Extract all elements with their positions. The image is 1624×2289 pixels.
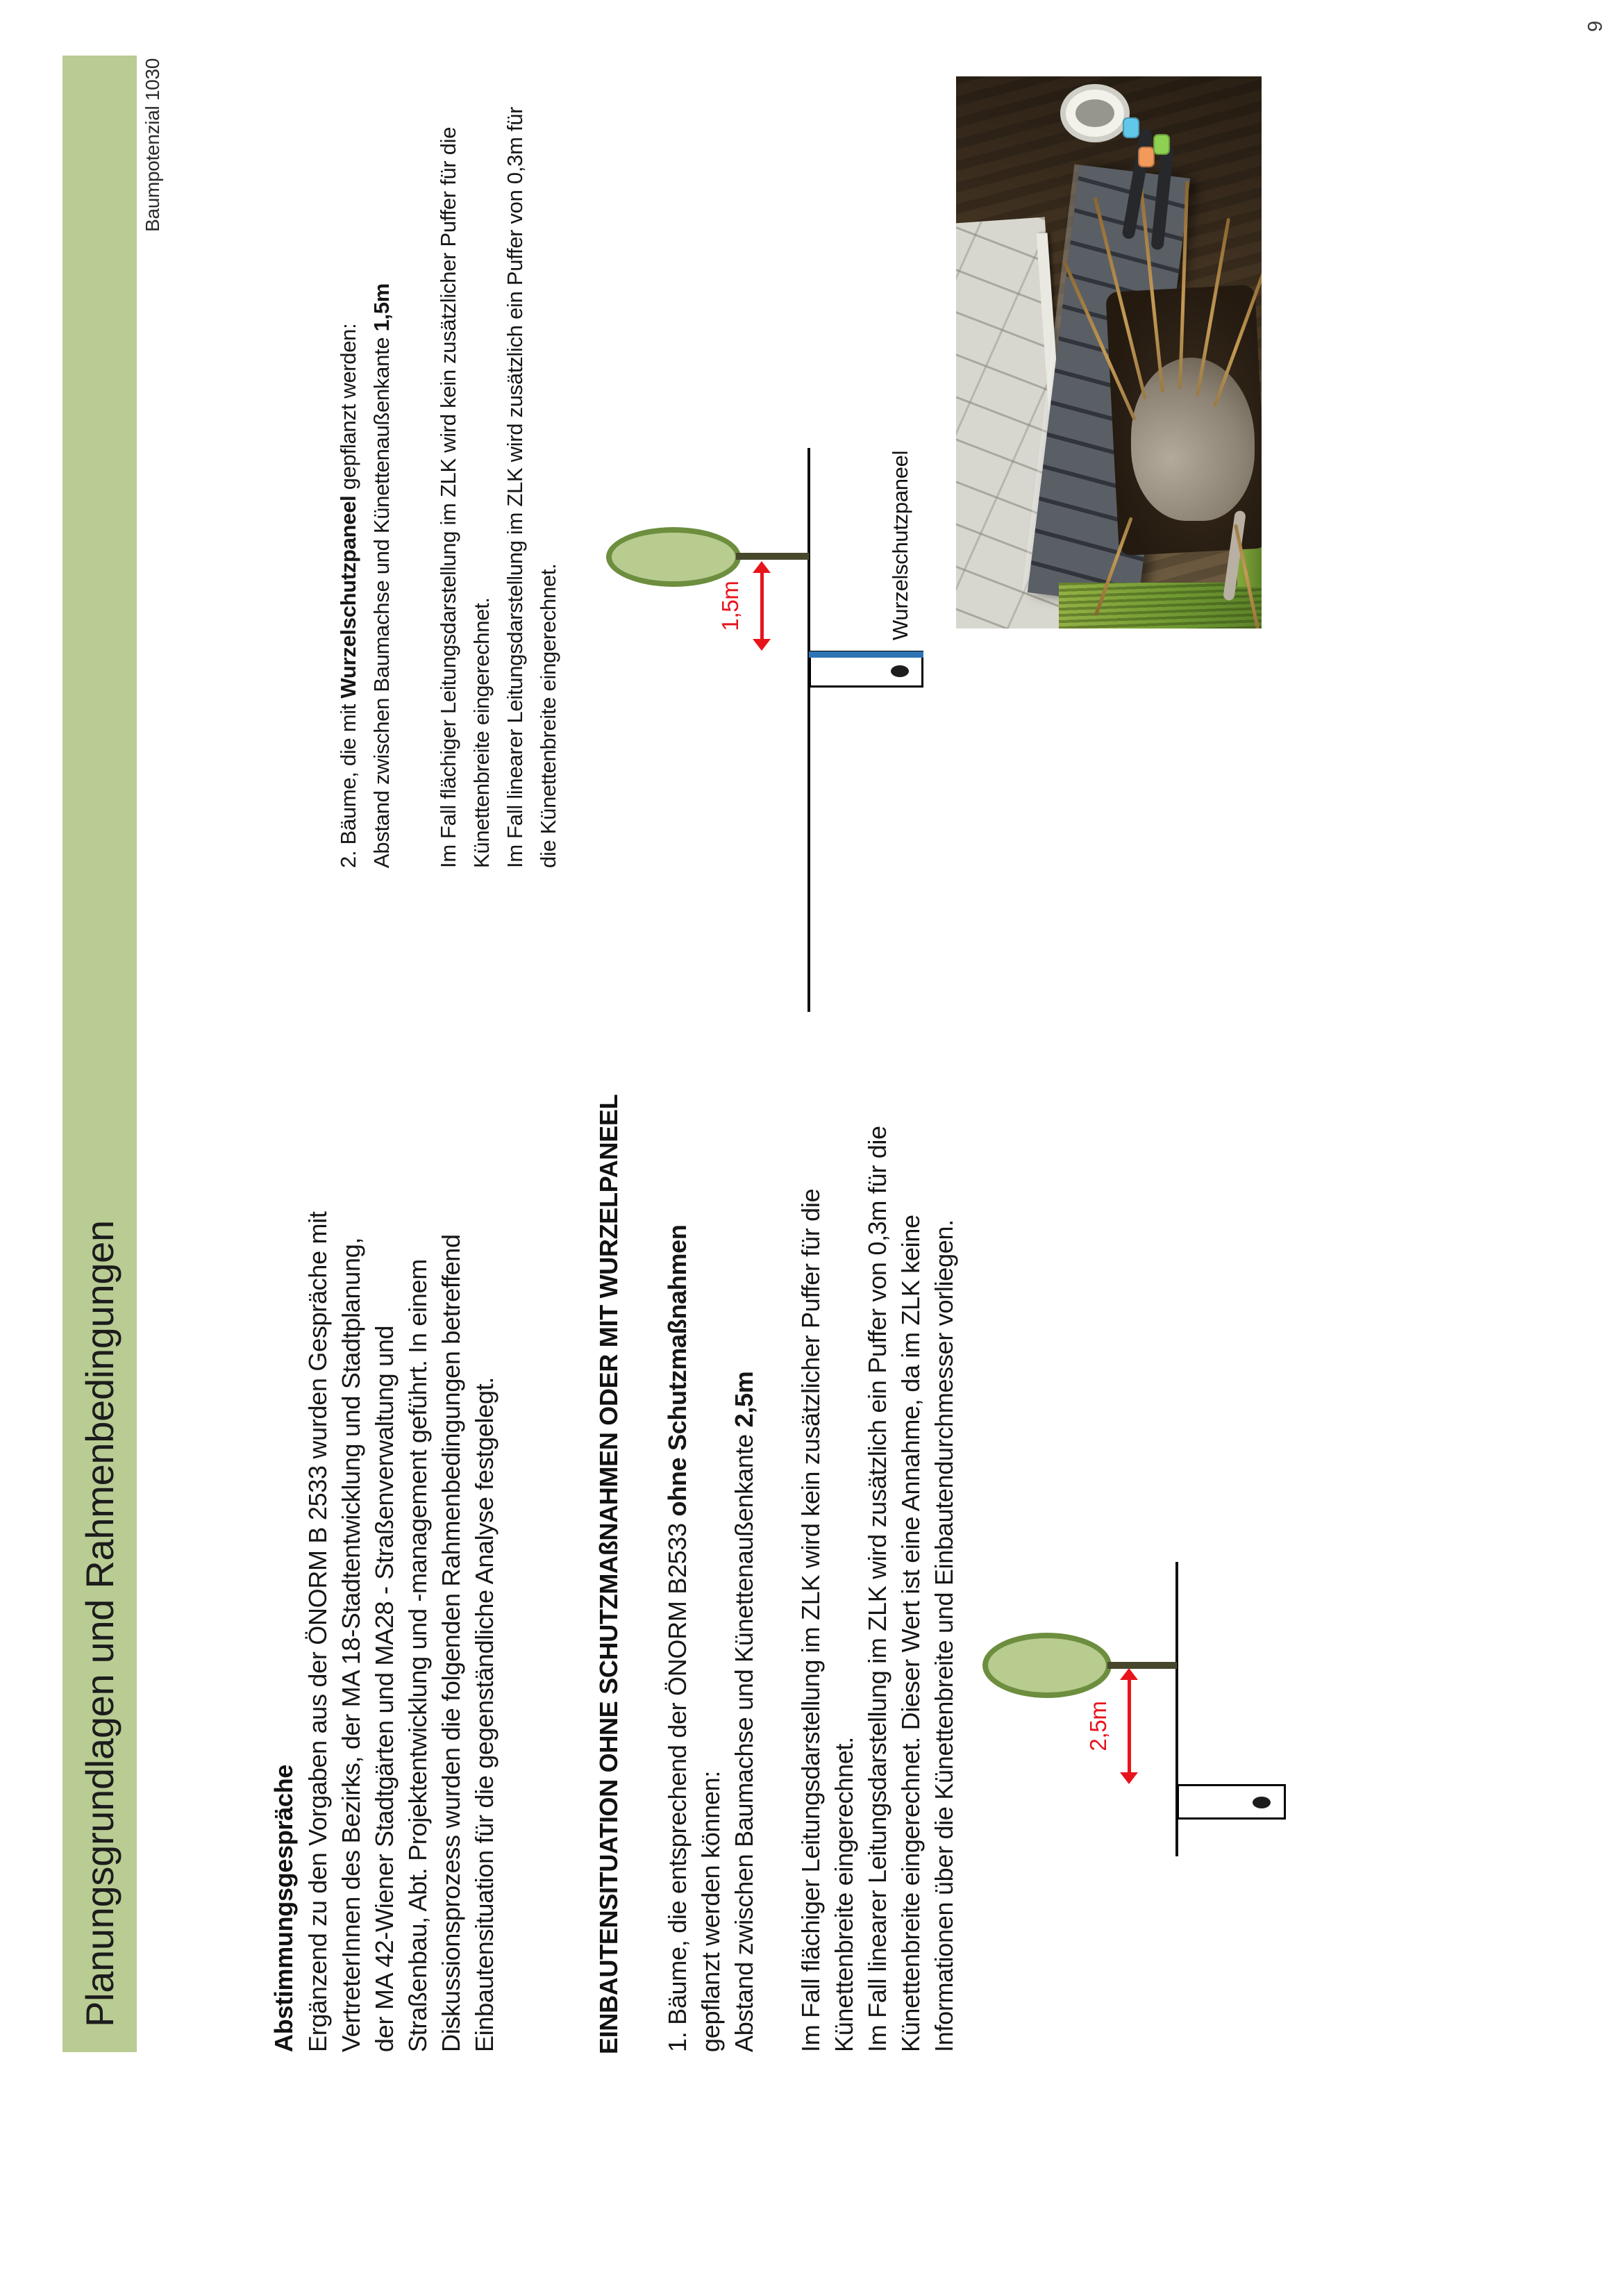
photo-pipe-cap-green (1153, 134, 1170, 155)
text-line: Im Fall linearer Leitungsdarstellung im ZLK wird zusätzlich ein Puffer von 0,3m für (503, 106, 527, 868)
diagram2-ground-line (807, 448, 810, 1012)
page-title: Planungsgrundlagen und Rahmenbedingungen (78, 1220, 122, 2027)
text-line: der MA 42-Wiener Stadtgärten und MA28 - Straßenverwaltung und (370, 1325, 399, 2052)
text-line: Im Fall flächiger Leitungsdarstellung im ZLK wird kein zusätzlicher Puffer für die (436, 126, 460, 868)
diagram1-dimension-arrow (1120, 1668, 1138, 1784)
text-line: Im Fall flächiger Leitungsdarstellung im ZLK wird kein zusätzlicher Puffer für die (796, 1188, 825, 2052)
arrow-left-head-icon (753, 639, 771, 651)
arrow-shaft (760, 572, 764, 640)
text-line: Abstand zwischen Baumachse und Künettenaußenkante 2,5m (730, 1371, 758, 2052)
text-line: Künettenbreite eingerechnet. Dieser Wert ist eine Annahme, da im ZLK keine (896, 1215, 925, 2052)
diagram2-tree-trunk (736, 553, 809, 560)
text-line: 2. Bäume, die mit Wurzelschutzpaneel gepflanzt werden: (336, 323, 360, 868)
photo-concrete-ring-hole (1075, 99, 1114, 127)
diagram2-pipe-dot (891, 665, 909, 677)
diagram1-tree-trunk (1107, 1662, 1177, 1669)
arrow-right-head-icon (753, 561, 771, 573)
arrow-right-head-icon (1120, 1668, 1138, 1680)
text-line: Diskussionsprozess wurden die folgenden Rahmenbedingungen betreffend (437, 1234, 465, 2052)
text-line: VertreterInnen des Bezirks, der MA 18-Stadtentwicklung und Stadtplanung, (337, 1237, 365, 2052)
photo-concrete-ring-wall (1066, 90, 1124, 137)
text-line: Ergänzend zu den Vorgaben aus der ÖNORM B 2533 wurden Gespräche mit (303, 1211, 332, 2052)
text-line: gepflanzt werden können: (696, 1770, 725, 2052)
text-line (399, 107, 432, 868)
text-line: die Künettenbreite eingerechnet. (536, 563, 560, 868)
photo-pipe-cap-orange (1138, 147, 1155, 167)
header-bar (62, 56, 137, 2052)
diagram2-panel-label: Wurzelschutzpaneel (888, 450, 912, 640)
diagram2-root-protection-panel (809, 651, 923, 658)
text-line: Einbautensituation für die gegenständliche Analyse festgelegt. (470, 1376, 499, 2052)
diagram2-distance-label: 1,5m (717, 581, 743, 631)
text-line: 1. Bäume, die entsprechend der ÖNORM B2533 ohne Schutzmaßnahmen (663, 1224, 692, 2052)
paragraph-abstimmung (301, 1211, 501, 2052)
diagram2-dimension-arrow (753, 561, 771, 651)
text-line (761, 1126, 794, 2052)
construction-photo (956, 76, 1262, 629)
diagram1-distance-label: 2,5m (1085, 1701, 1111, 1751)
arrow-shaft (1128, 1679, 1131, 1774)
page-number: 9 (1584, 21, 1607, 32)
photo-root-ball (1131, 358, 1255, 521)
diagram1-pipe-dot (1253, 1797, 1271, 1808)
header-corner-tag: Baumpotenzial 1030 (142, 58, 163, 232)
text-line: Abstand zwischen Baumachse und Künettenaußenkante 1,5m (369, 283, 394, 868)
photo-concrete-ring (1060, 84, 1130, 142)
text-line: Im Fall linearer Leitungsdarstellung im ZLK wird zusätzlich ein Puffer von 0,3m für die (863, 1126, 891, 2052)
text-line: Informationen über die Künettenbreite und Einbautendurchmesser vorliegen. (930, 1220, 958, 2052)
paragraph-ohne-schutzmassnahmen (661, 1126, 961, 2052)
text-line: Künettenbreite eingerechnet. (830, 1737, 858, 2052)
paragraph-mit-wurzelschutzpaneel (332, 107, 565, 868)
section-heading-einbautensituation: EINBAUTENSITUATION OHNE SCHUTZMAßNAHMEN ODER MIT WURZELPANEEL (594, 1094, 623, 2054)
text-line: Straßenbau, Abt. Projektentwicklung und -management geführt. In einem (403, 1259, 432, 2052)
text-line: Künettenbreite eingerechnet. (469, 597, 494, 868)
arrow-left-head-icon (1120, 1772, 1138, 1784)
section-heading-abstimmungsgespraeche: Abstimmungsgespräche (269, 1764, 298, 2052)
photo-pipe-cap-blue (1123, 117, 1139, 138)
